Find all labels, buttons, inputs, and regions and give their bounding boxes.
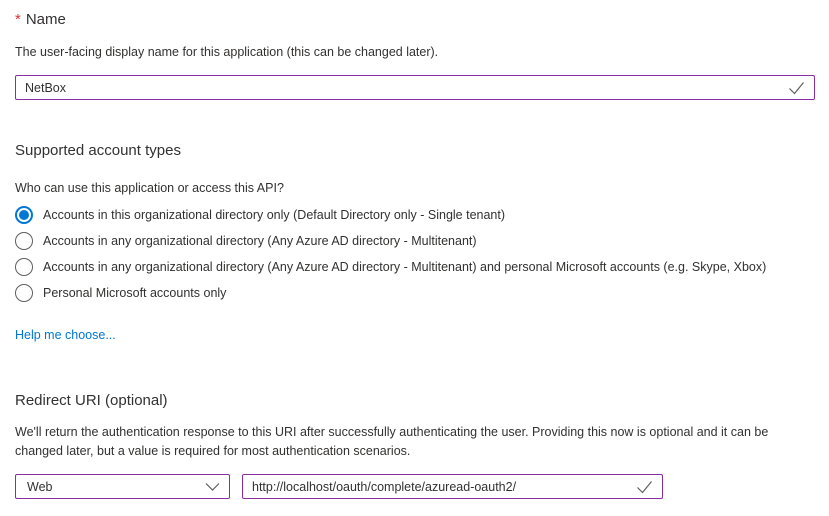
- account-types-question: Who can use this application or access this API?: [15, 181, 284, 195]
- name-description: The user-facing display name for this application (this can be changed later).: [15, 45, 439, 59]
- platform-select-dropdown[interactable]: [15, 474, 230, 499]
- name-input[interactable]: [15, 75, 815, 100]
- redirect-uri-description: We'll return the authentication response to this URI after successfully authenticating the user. Providing this now is optional and it can be changed later, but a value is required for most authentication scenarios.: [15, 425, 769, 458]
- app-registration-form: [0, 10, 829, 499]
- chevron-down-icon: [205, 482, 220, 491]
- radio-option-multitenant[interactable]: [15, 228, 815, 254]
- radio-button-selected-icon[interactable]: [15, 206, 33, 224]
- radio-button-icon[interactable]: [15, 258, 33, 276]
- account-types-section-title: Supported account types: [15, 142, 181, 159]
- name-section-title-text: Name: [25, 11, 66, 28]
- radio-button-icon[interactable]: [15, 232, 33, 250]
- help-me-choose-link[interactable]: Help me choose...: [15, 328, 116, 342]
- required-asterisk: *: [15, 11, 21, 28]
- radio-option-single-tenant[interactable]: [15, 202, 815, 228]
- radio-option-label: Accounts in any organizational directory (Any Azure AD directory - Multitenant): [43, 234, 477, 248]
- account-types-radio-group: [15, 202, 815, 306]
- radio-option-multitenant-personal[interactable]: [15, 254, 815, 280]
- platform-selected-value: Web: [27, 479, 53, 494]
- radio-button-icon[interactable]: [15, 284, 33, 302]
- redirect-uri-section-title: Redirect URI (optional): [15, 392, 168, 409]
- redirect-uri-field-container: [242, 474, 663, 499]
- radio-option-label: Accounts in this organizational directory only (Default Directory only - Single tenant): [43, 208, 506, 222]
- radio-option-personal-only[interactable]: [15, 280, 815, 306]
- name-field-container: [15, 75, 815, 100]
- redirect-uri-controls: [15, 474, 815, 499]
- redirect-uri-input[interactable]: [242, 474, 663, 499]
- radio-option-label: Accounts in any organizational directory (Any Azure AD directory - Multitenant) and personal Microsoft accounts (e.g. Skype, Xbox): [43, 260, 767, 274]
- radio-option-label: Personal Microsoft accounts only: [43, 286, 227, 300]
- name-section-title: [15, 10, 815, 30]
